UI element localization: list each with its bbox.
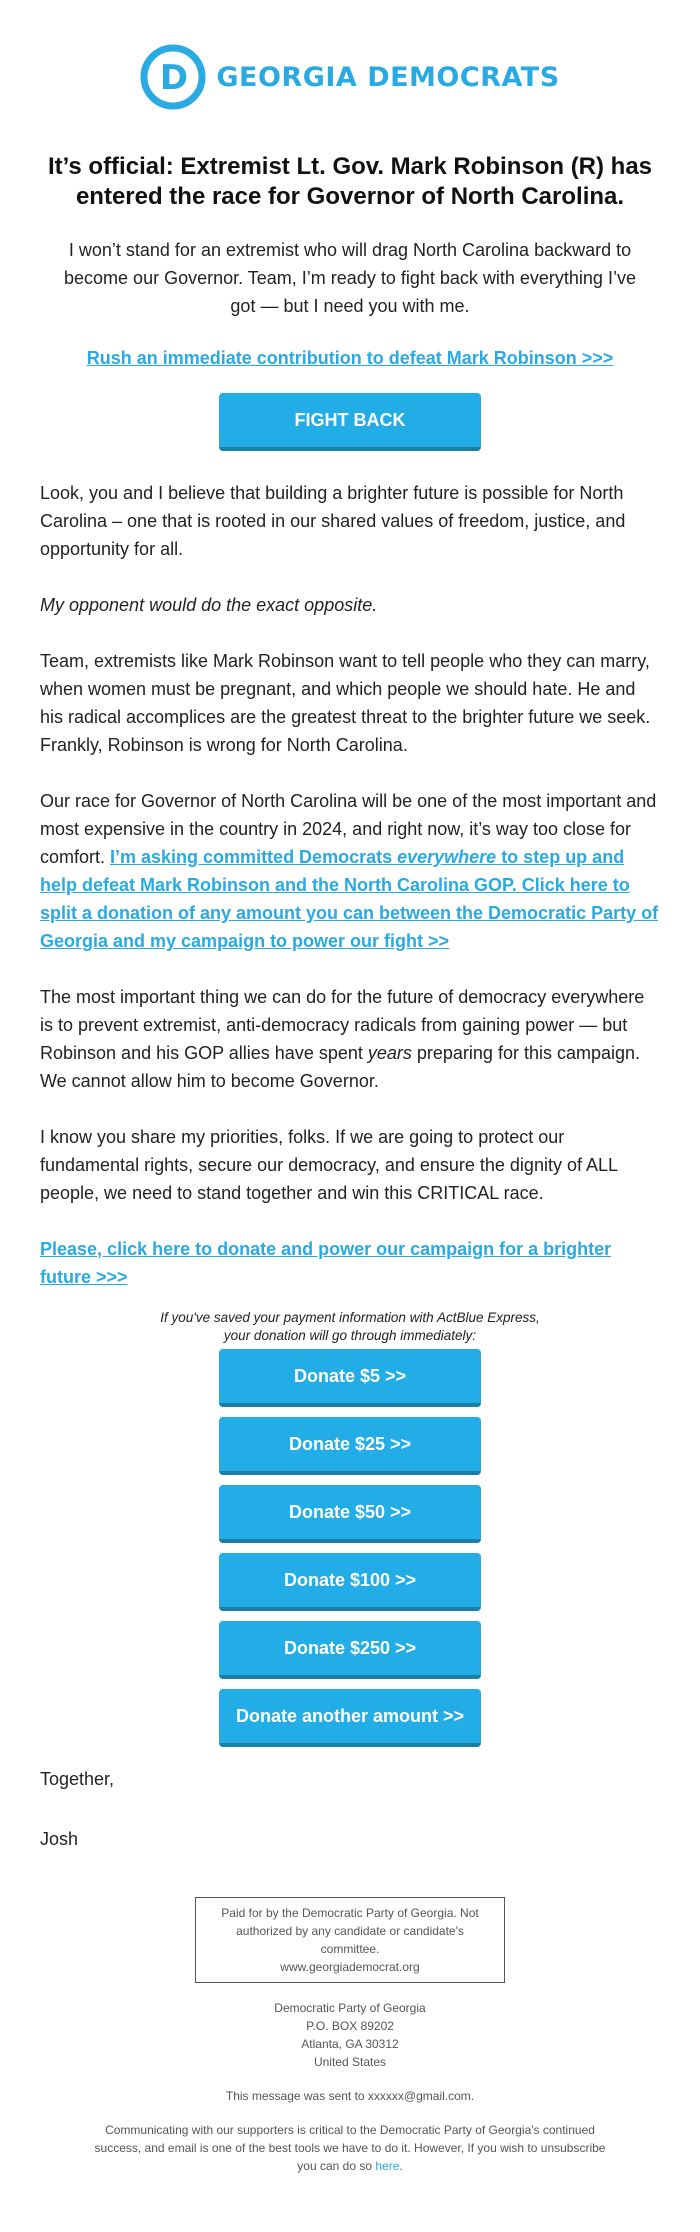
donate-cta-link[interactable]: Please, click here to donate and power our campaign for a brighter future >>> xyxy=(40,1239,612,1287)
body-paragraph-3: Team, extremists like Mark Robinson want to tell people who they can marry, when women must be pregnant, and which people we should hate. He and his radical accomplices are the greatest threat to the brighter future we seek. Frankly, Robinson is wrong for North Carolina. xyxy=(40,651,651,755)
donate-250-button[interactable]: Donate $250 >> xyxy=(219,1621,481,1679)
georgia-democrats-logo-icon xyxy=(140,44,206,110)
donate-50-button[interactable]: Donate $50 >> xyxy=(219,1485,481,1543)
intro-paragraph: I won’t stand for an extremist who will drag North Carolina backward to become our Governor. Team, I’m ready to fight back with everything I’ve got — but I need you with me. xyxy=(64,240,636,316)
mailing-address: Democratic Party of Georgia P.O. BOX 89202 Atlanta, GA 30312 United States xyxy=(274,2001,426,2069)
body-paragraph-4 xyxy=(40,787,660,955)
svg-text:D: D xyxy=(160,58,189,98)
body-paragraph-2 xyxy=(40,591,660,619)
rush-contribution-link[interactable]: Rush an immediate contribution to defeat Mark Robinson >>> xyxy=(86,348,614,368)
footer xyxy=(0,1897,700,2175)
donate-button-list xyxy=(0,1349,700,1747)
signoff xyxy=(40,1765,660,1853)
body-paragraph-4-text: Our race for Governor of North Carolina will be one of the most important and most expensive in the country in 2024, and right now, it’s way too close for comfort. xyxy=(40,791,657,867)
recipient-email: xxxxxx@gmail.com xyxy=(367,2089,471,2103)
donate-100-button[interactable]: Donate $100 >> xyxy=(219,1553,481,1611)
closing: Together, xyxy=(40,1769,115,1789)
logo-text: GEORGIA DEMOCRATS xyxy=(216,61,560,93)
actblue-note: If you've saved your payment information with ActBlue Express, your donation will go through immediately: xyxy=(160,1310,540,1343)
donate-5-button[interactable]: Donate $5 >> xyxy=(219,1349,481,1407)
body-paragraph-2-italic: My opponent would do the exact opposite. xyxy=(40,595,378,615)
sent-to-notice: This message was sent to xxxxxx@gmail.com. xyxy=(225,2089,475,2103)
unsubscribe-link[interactable]: here xyxy=(375,2159,400,2173)
fight-back-button[interactable]: FIGHT BACK xyxy=(219,393,481,451)
body-copy xyxy=(40,479,660,1291)
headline: It’s official: Extremist Lt. Gov. Mark Robinson (R) has entered the race for Governor of North Carolina. xyxy=(47,153,653,210)
donate-other-amount-button[interactable]: Donate another amount >> xyxy=(219,1689,481,1747)
paid-for-disclaimer: Paid for by the Democratic Party of Georgia. Not authorized by any candidate or candidate's committee. www.georgiademocrat.org xyxy=(195,1897,505,1983)
signature-name: Josh xyxy=(40,1829,79,1849)
donate-25-button[interactable]: Donate $25 >> xyxy=(219,1417,481,1475)
unsubscribe-notice: Communicating with our supporters is critical to the Democratic Party of Georgia's continued success, and email is one of the best tools we have to do it. However, If you wish to unsubscribe you can do so here. xyxy=(94,2123,606,2173)
body-paragraph-5: The most important thing we can do for the future of democracy everywhere is to prevent extremist, anti-democracy radicals from gaining power — but Robinson and his GOP allies have spent years preparing for this campaign. We cannot allow him to become Governor. xyxy=(40,987,645,1091)
logo[interactable] xyxy=(0,0,700,118)
body-paragraph-1: Look, you and I believe that building a brighter future is possible for North Carolina – one that is rooted in our shared values of freedom, justice, and opportunity for all. xyxy=(40,483,626,559)
split-donation-link[interactable]: I’m asking committed Democrats everywhere to step up and help defeat Mark Robinson and the North Carolina GOP. Click here to split a donation of any amount you can between the Democratic Party of Georgia and my campaign to power our fight >> xyxy=(40,847,659,951)
body-paragraph-6: I know you share my priorities, folks. If we are going to protect our fundamental rights, secure our democracy, and ensure the dignity of ALL people, we need to stand together and win this CRITICAL race. xyxy=(40,1127,618,1203)
